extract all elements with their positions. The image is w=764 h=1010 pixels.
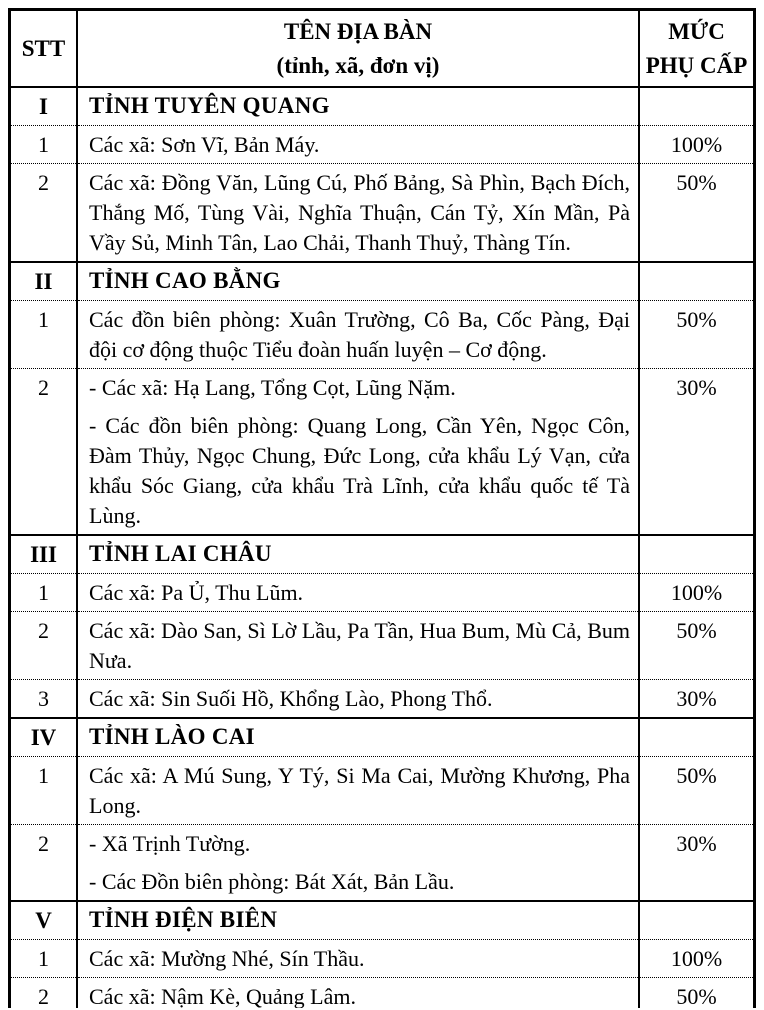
table-body [11, 87, 753, 1008]
area-paragraph: Các xã: Nậm Kè, Quảng Lâm. [89, 984, 356, 1008]
item-row [11, 126, 753, 164]
cell-area-text [77, 825, 639, 902]
header-allowance-line1: MỨC [668, 18, 725, 44]
cell-allowance: 30% [639, 825, 753, 902]
area-paragraph: Các xã: Sin Suối Hồ, Khổng Lào, Phong Thổ. [89, 686, 493, 711]
header-area-name [77, 11, 639, 87]
area-paragraph: Các xã: Pa Ủ, Thu Lũm. [89, 580, 304, 605]
item-row [11, 940, 753, 978]
cell-province-title [77, 87, 639, 126]
area-paragraph: TỈNH TUYÊN QUANG [89, 93, 330, 118]
header-allowance-line2: PHỤ CẤP [645, 52, 748, 78]
cell-area-text [77, 574, 639, 612]
cell-stt: 1 [11, 126, 77, 164]
cell-allowance: 50% [639, 757, 753, 825]
area-paragraph: Các xã: Mường Nhé, Sín Thầu. [89, 946, 365, 971]
cell-allowance: 30% [639, 369, 753, 536]
section-row [11, 535, 753, 574]
cell-area-text [77, 612, 639, 680]
cell-stt: 2 [11, 164, 77, 263]
item-row [11, 612, 753, 680]
cell-allowance [639, 901, 753, 940]
cell-allowance: 100% [639, 940, 753, 978]
cell-allowance: 50% [639, 978, 753, 1009]
item-row [11, 164, 753, 263]
header-area-line2: (tỉnh, xã, đơn vị) [276, 52, 440, 78]
area-paragraph: - Các Đồn biên phòng: Bát Xát, Bản Lầu. [89, 869, 455, 894]
area-paragraph: Các xã: Đồng Văn, Lũng Cú, Phố Bảng, Sà Phìn, Bạch Đích, Thắng Mố, Tùng Vài, Nghĩa Thuận, Cán Tỷ, Xín Mần, Pà Vầy Sủ, Minh Tân, Lao Chải, Thanh Thuỷ, Thàng Tín. [89, 170, 630, 255]
cell-allowance: 100% [639, 126, 753, 164]
cell-allowance: 100% [639, 574, 753, 612]
cell-province-title [77, 901, 639, 940]
cell-allowance: 30% [639, 680, 753, 719]
area-paragraph: TỈNH LAI CHÂU [89, 541, 272, 566]
table-header-row [11, 11, 753, 87]
cell-area-text [77, 369, 639, 536]
area-paragraph: - Các xã: Hạ Lang, Tổng Cọt, Lũng Nặm. [89, 375, 456, 400]
area-paragraph: - Xã Trịnh Tường. [89, 831, 251, 856]
section-row [11, 262, 753, 301]
item-row [11, 369, 753, 536]
header-allowance [639, 11, 753, 87]
area-paragraph: Các đồn biên phòng: Xuân Trường, Cô Ba, Cốc Pàng, Đại đội cơ động thuộc Tiểu đoàn huấn luyện – Cơ động. [89, 307, 630, 362]
cell-stt: 1 [11, 574, 77, 612]
cell-stt: 2 [11, 612, 77, 680]
cell-province-title [77, 262, 639, 301]
cell-area-text [77, 126, 639, 164]
area-paragraph: - Các đồn biên phòng: Quang Long, Cần Yên, Ngọc Côn, Đàm Thủy, Ngọc Chung, Đức Long, cửa khẩu Lý Vạn, cửa khẩu Sóc Giang, cửa khẩu Trà Lĩnh, cửa khẩu quốc tế Tà Lùng. [89, 413, 630, 528]
item-row [11, 680, 753, 719]
cell-allowance: 50% [639, 612, 753, 680]
area-paragraph: Các xã: Dào San, Sì Lờ Lầu, Pa Tần, Hua Bum, Mù Cả, Bum Nưa. [89, 618, 630, 673]
cell-stt: IV [11, 718, 77, 757]
section-row [11, 718, 753, 757]
cell-allowance [639, 262, 753, 301]
cell-area-text [77, 164, 639, 263]
area-paragraph: TỈNH ĐIỆN BIÊN [89, 907, 278, 932]
cell-stt: 2 [11, 369, 77, 536]
cell-area-text [77, 680, 639, 719]
cell-area-text [77, 940, 639, 978]
header-area-line1: TÊN ĐỊA BÀN [283, 18, 433, 44]
item-row [11, 978, 753, 1009]
cell-allowance [639, 87, 753, 126]
cell-province-title [77, 535, 639, 574]
cell-area-text [77, 978, 639, 1009]
cell-allowance: 50% [639, 301, 753, 369]
cell-stt: III [11, 535, 77, 574]
cell-stt: 1 [11, 301, 77, 369]
allowance-table [11, 11, 753, 1008]
area-paragraph: TỈNH CAO BẰNG [89, 268, 281, 293]
header-stt: STT [21, 35, 66, 61]
cell-stt: II [11, 262, 77, 301]
cell-stt: 1 [11, 940, 77, 978]
section-row [11, 901, 753, 940]
section-row [11, 87, 753, 126]
cell-allowance: 50% [639, 164, 753, 263]
cell-stt: 3 [11, 680, 77, 719]
cell-stt: 2 [11, 978, 77, 1009]
item-row [11, 574, 753, 612]
area-paragraph: TỈNH LÀO CAI [89, 724, 255, 749]
item-row [11, 757, 753, 825]
item-row [11, 825, 753, 902]
area-paragraph: Các xã: Sơn Vĩ, Bản Máy. [89, 132, 320, 157]
cell-stt: 2 [11, 825, 77, 902]
area-paragraph: Các xã: A Mú Sung, Y Tý, Si Ma Cai, Mường Khương, Pha Long. [89, 763, 630, 818]
cell-stt: I [11, 87, 77, 126]
cell-stt: 1 [11, 757, 77, 825]
cell-area-text [77, 301, 639, 369]
cell-province-title [77, 718, 639, 757]
cell-stt: V [11, 901, 77, 940]
table-frame [8, 8, 756, 1008]
cell-allowance [639, 535, 753, 574]
cell-area-text [77, 757, 639, 825]
item-row [11, 301, 753, 369]
cell-allowance [639, 718, 753, 757]
